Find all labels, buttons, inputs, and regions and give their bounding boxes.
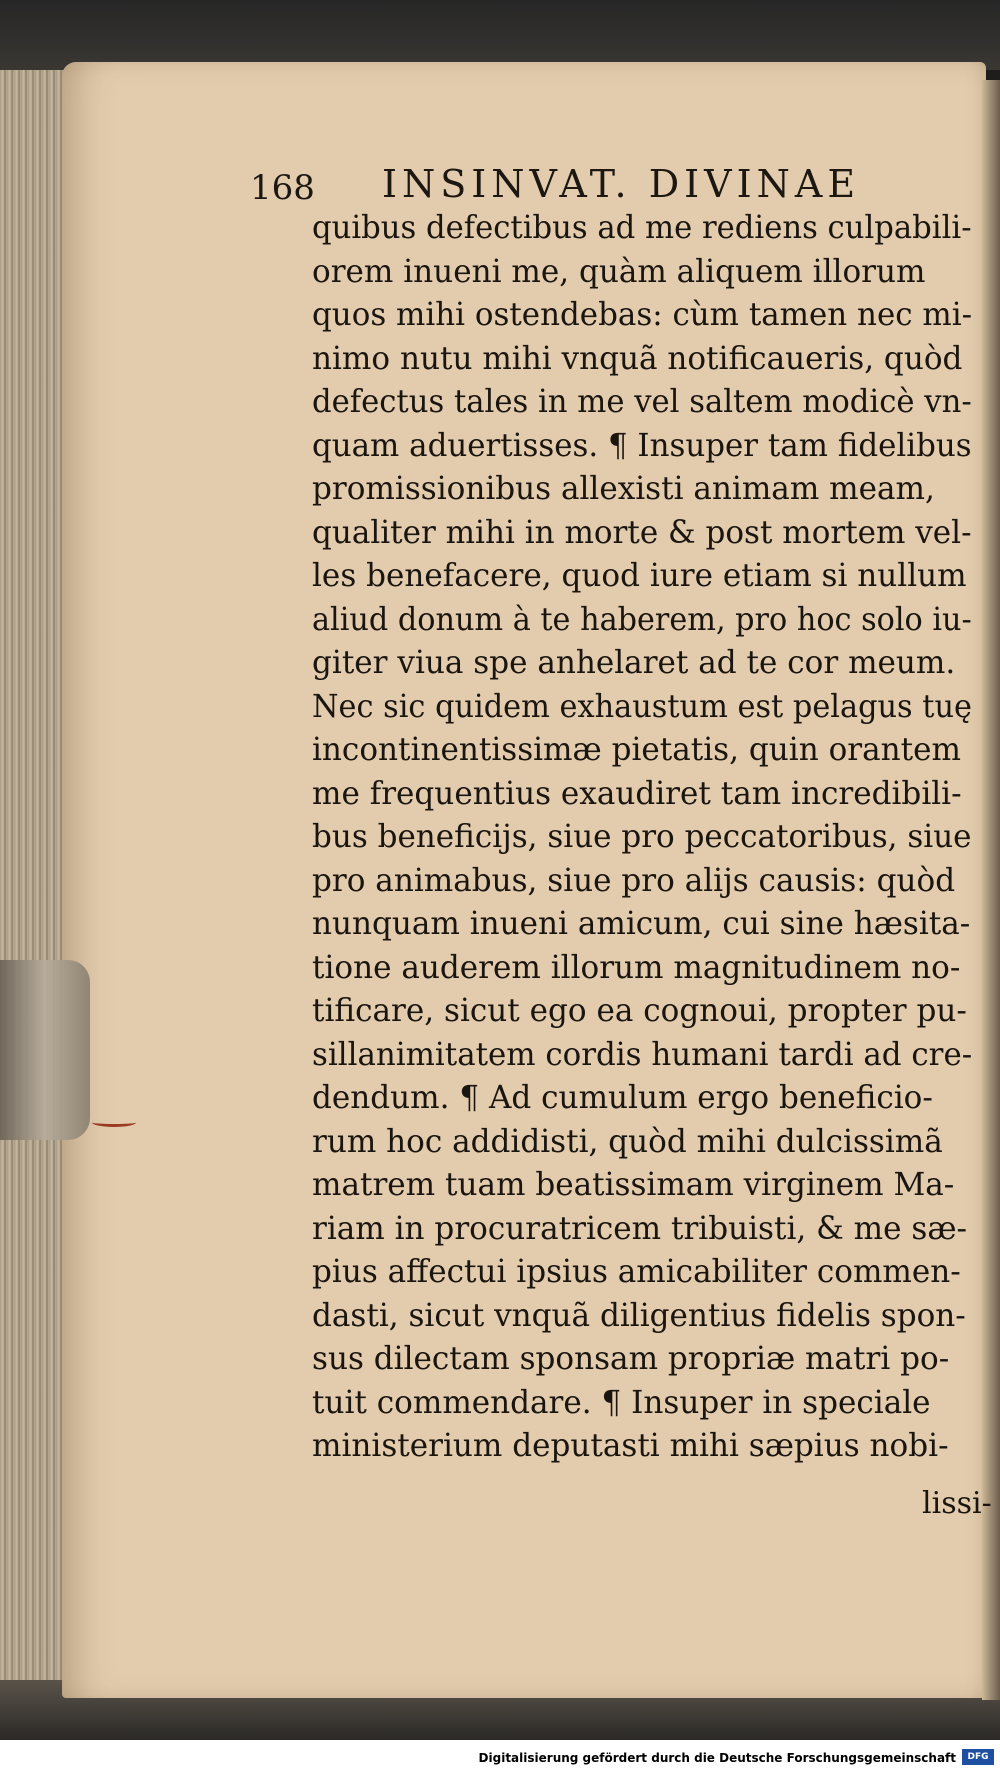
- page-clip: [0, 960, 90, 1140]
- text-line: tificare, sicut ego ea cognoui, propter pu-: [312, 991, 967, 1029]
- text-line: promissionibus allexisti animam meam,: [312, 469, 935, 507]
- text-line: nimo nutu mihi vnquã notificaueris, quòd: [312, 338, 963, 377]
- text-line: riam in procuratricem tribuisti, & me sæ-: [312, 1208, 968, 1247]
- text-line: quam aduertisses. ¶ Insuper tam fidelibus: [312, 425, 972, 464]
- text-line: me frequentius exaudiret tam incredibili-: [312, 773, 962, 812]
- text-line: qualiter mihi in morte & post mortem vel-: [312, 512, 972, 551]
- text-line: quos mihi ostendebas: cùm tamen nec mi-: [312, 295, 973, 333]
- text-line: pro animabus, siue pro alijs causis: quòd: [312, 860, 956, 899]
- digitization-credit: Digitalisierung gefördert durch die Deutsche Forschungsgemeinschaft: [478, 1751, 956, 1765]
- scan-background-top: [0, 0, 1000, 70]
- body-text: [312, 206, 992, 1468]
- text-line: sillanimitatem cordis humani tardi ad cre-: [312, 1034, 973, 1073]
- text-line: giter viua spe anhelaret ad te cor meum.: [312, 643, 956, 681]
- dfg-logo: DFG: [962, 1749, 994, 1765]
- running-head: INSINVAT. DIVINAE: [382, 162, 861, 206]
- text-line: matrem tuam beatissimam virginem Ma-: [312, 1165, 955, 1203]
- text-line: sus dilectam sponsam propriæ matri po-: [312, 1339, 950, 1377]
- text-line: orem inueni me, quàm aliquem illorum: [312, 251, 926, 290]
- text-line: bus beneficijs, siue pro peccatoribus, siue: [312, 817, 972, 855]
- red-mark: [92, 1118, 136, 1127]
- text-line: nunquam inueni amicum, cui sine hæsita-: [312, 904, 971, 942]
- text-line: dasti, sicut vnquã diligentius fidelis spon-: [312, 1295, 966, 1334]
- text-line: defectus tales in me vel saltem modicè vn-: [312, 382, 972, 420]
- text-line: quibus defectibus ad me rediens culpabili-: [312, 208, 972, 246]
- text-line: pius affectui ipsius amicabiliter commen-: [312, 1252, 961, 1290]
- text-line: ministerium deputasti mihi sæpius nobi-: [312, 1426, 949, 1464]
- catchword: lissi-: [922, 1486, 992, 1521]
- text-line: incontinentissimæ pietatis, quin orantem: [312, 730, 961, 768]
- text-line: aliud donum à te haberem, pro hoc solo iu-: [312, 599, 972, 638]
- text-line: Nec sic quidem exhaustum est pelagus tuę: [312, 686, 972, 725]
- page-number: 168: [250, 168, 315, 208]
- text-line: tione auderem illorum magnitudinem no-: [312, 947, 961, 986]
- text-line: tuit commendare. ¶ Insuper in speciale: [312, 1382, 931, 1421]
- text-line: rum hoc addidisti, quòd mihi dulcissimã: [312, 1121, 943, 1160]
- text-line: les benefacere, quod iure etiam si nullum: [312, 556, 967, 594]
- book-page-edges: [0, 70, 70, 1720]
- text-line: dendum. ¶ Ad cumulum ergo beneficio-: [312, 1078, 933, 1116]
